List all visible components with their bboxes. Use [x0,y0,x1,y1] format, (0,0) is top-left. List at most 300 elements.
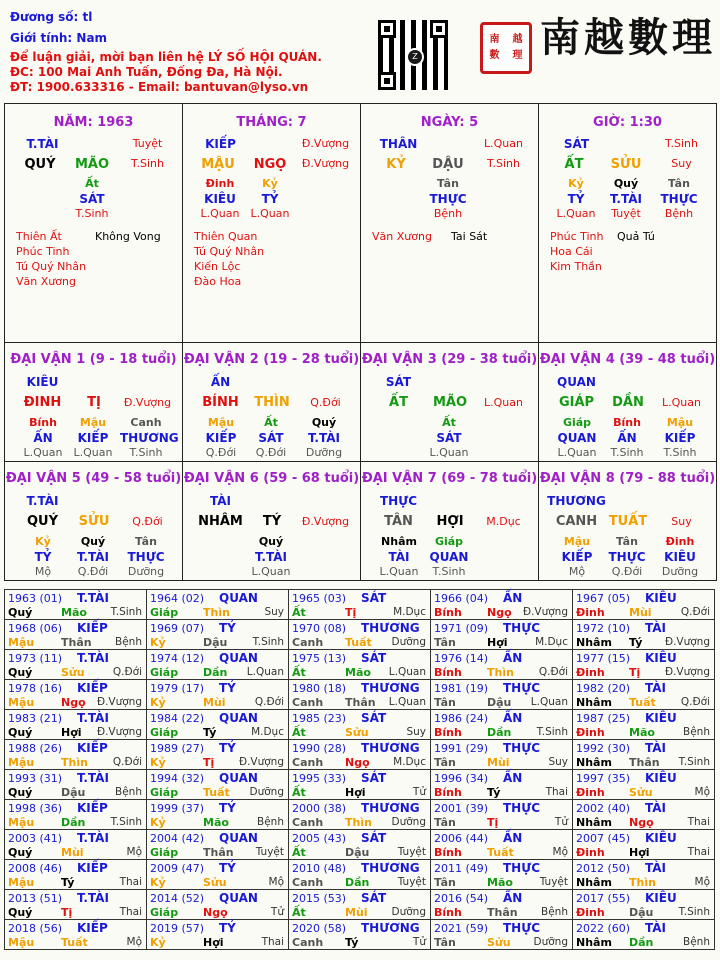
year-cell[interactable] [430,769,573,800]
year-chi: Tị [61,906,73,919]
year-cell[interactable] [4,619,147,650]
hidden-stage: L.Quan [23,446,63,459]
year-can: Mậu [8,816,35,829]
year-cell[interactable] [288,589,431,620]
year-can: Canh [292,816,324,829]
year-god: TÀI [645,921,667,935]
year-cell[interactable] [430,859,573,890]
year-stage: T.Sinh [110,606,142,618]
year-god: KIẾP [77,741,108,755]
year-label: 1983 (21) [8,712,63,725]
dai-van-cell-5[interactable] [4,461,183,581]
year-god: SÁT [361,591,387,605]
pillar-can: QUÝ [24,157,56,172]
dai-van-cell-3[interactable] [360,342,539,462]
dai-van-chi: SỬU [78,514,110,529]
year-god: T.TÀI [77,651,109,665]
year-stage: Tử [554,816,568,828]
pillar-title: THÁNG: 7 [236,115,307,130]
year-can: Ất [292,786,306,799]
hidden-stem: Bính [29,416,57,429]
year-god: KIẾP [77,681,108,695]
year-stage: Tử [412,936,426,948]
year-chi: Ngọ [345,756,370,769]
year-cell[interactable] [430,739,573,770]
dai-van-can: ĐINH [23,395,62,410]
star-left: Tú Quý Nhân [16,260,87,273]
star-left: Văn Xương [16,275,76,288]
year-cell[interactable] [4,799,147,830]
year-cell[interactable] [430,889,573,920]
year-cell[interactable] [146,919,289,950]
star-left: Hoa Cái [550,245,593,258]
year-cell[interactable] [430,649,573,680]
hidden-stem: Kỷ [568,177,584,190]
year-stage: M.Dục [535,636,568,648]
hidden-stem: Nhâm [381,535,417,548]
hidden-stem: Mậu [207,416,235,429]
hidden-stem: Quý [311,416,337,429]
pillar-can: KỶ [386,157,406,172]
year-cell[interactable] [288,619,431,650]
dai-van-can: GIÁP [558,395,595,410]
year-stage: L.Quan [530,696,568,708]
year-cell[interactable] [288,739,431,770]
year-cell[interactable] [430,829,573,860]
qr-code-icon[interactable]: Z [378,20,448,90]
year-stage: Dưỡng [391,636,426,648]
year-cell[interactable] [572,679,715,710]
dai-van-title: ĐẠI VẬN 5 (49 - 58 tuổi) [5,471,182,486]
hidden-stage: T.Sinh [75,207,109,220]
year-label: 1981 (19) [434,682,489,695]
year-can: Giáp [150,606,179,619]
year-stage: Tuyệt [397,876,426,888]
year-stage: Bệnh [115,636,142,648]
year-chi: Dần [629,936,654,949]
phone-email-link[interactable]: ĐT: 1900.633316 - Email: bantuvan@lyso.vn [10,80,309,94]
year-chi: Dậu [61,786,86,799]
year-can: Canh [292,876,324,889]
year-can: Nhâm [576,756,612,769]
dai-van-chi: DẦN [612,395,644,410]
dai-van-title: ĐẠI VẬN 6 (59 - 68 tuổi) [183,471,360,486]
year-chi: Ngọ [629,816,654,829]
year-cell[interactable] [430,919,573,950]
year-cell[interactable] [288,709,431,740]
year-chi: Tuất [203,786,230,799]
year-chi: Hợi [203,936,224,949]
hidden-stem: Mậu [563,535,591,548]
dai-van-god: TÀI [209,494,231,508]
hidden-stage: T.Sinh [129,446,163,459]
pillar-top-stage: Tuyệt [132,137,163,150]
year-chi: Hợi [629,846,650,859]
hidden-god: THỰC [429,192,467,206]
year-god: THƯƠNG [361,741,420,755]
hidden-stage: L.Quan [250,207,290,220]
pillar-chi-stage: T.Sinh [131,157,164,170]
year-stage: Tử [412,786,426,798]
year-can: Bính [434,726,462,739]
year-cell[interactable] [288,829,431,860]
hidden-stage: T.Sinh [610,446,644,459]
year-cell[interactable] [146,589,289,620]
pillar-title: NGÀY: 5 [420,115,479,130]
dai-van-cell-7[interactable] [360,461,539,581]
year-can: Mậu [8,696,35,709]
hidden-stem: Tân [616,535,638,548]
year-label: 1972 (10) [576,622,631,635]
year-label: 1973 (11) [8,652,63,665]
year-god: ẤN [503,651,523,665]
hidden-stage: Tuyệt [611,207,641,220]
year-cell[interactable] [4,679,147,710]
pillar-chi: NGỌ [253,157,287,172]
year-cell[interactable] [4,769,147,800]
year-chi: Dậu [203,636,228,649]
year-god: THỰC [503,921,541,935]
year-chi: Thìn [629,876,656,889]
pillar-top-stage: Đ.Vượng [301,137,350,150]
year-cell[interactable] [146,829,289,860]
year-cell[interactable] [146,619,289,650]
year-label: 2022 (60) [576,922,631,935]
pillar-chi-stage: T.Sinh [487,157,520,170]
brand-logo-text: 南越數理 [540,14,716,61]
year-stage: Mộ [552,846,568,858]
year-chi: Ngọ [61,696,86,709]
dai-van-title: ĐẠI VẬN 4 (39 - 48 tuổi) [539,352,716,367]
star-left: Phúc Tinh [16,245,70,258]
year-cell[interactable] [572,919,715,950]
year-chi: Tuất [487,846,514,859]
year-stage: M.Dục [393,756,426,768]
year-stage: Thai [119,906,142,918]
year-god: KIẾP [77,801,108,815]
star-left: Đào Hoa [194,275,242,288]
year-stage: Tuyệt [539,876,568,888]
hidden-stage: Q.Đới [77,565,109,578]
hidden-stage: Dưỡng [661,565,699,578]
hidden-god: KIẾP [561,550,593,564]
dai-van-stage: Đ.Vượng [301,515,350,528]
year-cell[interactable] [572,889,715,920]
year-stage: Bệnh [257,816,284,828]
year-can: Tân [434,756,456,769]
year-chi: Thân [61,636,92,649]
year-can: Nhâm [576,816,612,829]
year-can: Quý [8,726,33,739]
year-stage: Mộ [694,876,710,888]
dai-van-title: ĐẠI VẬN 8 (79 - 88 tuổi) [539,471,716,486]
dai-van-can: NHÂM [198,514,243,529]
year-chi: Thìn [61,756,88,769]
hidden-stem: Quý [80,535,106,548]
year-chi: Mùi [629,606,652,619]
hidden-stage: Dưỡng [127,565,165,578]
year-cell[interactable] [146,709,289,740]
star-right: Quả Tú [617,230,655,243]
hidden-god: T.TÀI [255,550,287,564]
hidden-stem: Ất [85,177,99,190]
pillar-cell-1 [182,103,361,343]
year-cell[interactable] [430,619,573,650]
year-god: SÁT [361,891,387,905]
pillar-can: MẬU [201,157,235,172]
hidden-stage: T.Sinh [432,565,466,578]
pillar-chi: MÃO [74,157,110,172]
hidden-stem: Giáp [434,535,464,548]
year-cell[interactable] [430,679,573,710]
year-stage: Bệnh [541,906,568,918]
year-cell[interactable] [4,889,147,920]
year-stage: Mộ [268,876,284,888]
pillar-chi-stage: Đ.Vượng [301,157,350,170]
year-chi: Thân [629,756,660,769]
year-cell[interactable] [288,649,431,680]
hidden-god: ẤN [33,431,53,445]
year-label: 2011 (49) [434,862,489,875]
year-god: T.TÀI [77,771,109,785]
year-cell[interactable] [288,859,431,890]
year-cell[interactable] [146,739,289,770]
hidden-stem: Ất [264,416,278,429]
year-can: Quý [8,846,33,859]
year-chi: Dần [345,876,370,889]
year-chi: Sửu [629,786,653,799]
dai-van-cell-4[interactable] [538,342,717,462]
code-label: Đương số: tl [10,10,93,24]
year-god: ẤN [503,711,523,725]
year-can: Đinh [576,726,605,739]
year-cell[interactable] [146,769,289,800]
hidden-stem: Đinh [665,535,695,548]
year-can: Bính [434,906,462,919]
year-label: 2018 (56) [8,922,63,935]
pillar-top-god: SÁT [563,137,590,151]
year-can: Đinh [576,786,605,799]
hidden-stage: L.Quan [379,565,419,578]
year-cell[interactable] [4,649,147,680]
year-stage: Tuyệt [255,846,284,858]
year-cell[interactable] [572,799,715,830]
year-cell[interactable] [4,709,147,740]
year-label: 2010 (48) [292,862,347,875]
year-god: TỶ [219,741,236,755]
year-label: 1967 (05) [576,592,631,605]
year-label: 2017 (55) [576,892,631,905]
year-can: Ất [292,846,306,859]
year-cell[interactable] [288,799,431,830]
year-can: Canh [292,756,324,769]
star-left: Tú Quý Nhân [194,245,265,258]
year-cell[interactable] [430,709,573,740]
year-cell[interactable] [146,889,289,920]
year-cell[interactable] [572,859,715,890]
year-stage: Dưỡng [391,816,426,828]
year-chi: Dần [203,666,228,679]
year-god: SÁT [361,711,387,725]
year-chi: Thân [345,696,376,709]
year-stage: Suy [264,606,284,618]
dai-van-stage: L.Quan [484,396,523,409]
year-stage: Tử [270,906,284,918]
hidden-stem: Đinh [205,177,235,190]
year-cell[interactable] [572,649,715,680]
year-cell[interactable] [146,649,289,680]
hidden-stem: Kỷ [35,535,51,548]
year-god: T.TÀI [77,591,109,605]
year-god: ẤN [503,771,523,785]
dai-van-title: ĐẠI VẬN 3 (29 - 38 tuổi) [361,352,538,367]
hidden-god: KIẾP [205,431,237,445]
year-label: 2006 (44) [434,832,489,845]
year-label: 1987 (25) [576,712,631,725]
year-can: Giáp [150,846,179,859]
hidden-god: SÁT [79,192,105,206]
year-can: Đinh [576,606,605,619]
pillar-cell-2 [360,103,539,343]
contact-text: Để luận giải, mời bạn liên hệ LÝ SỐ HỘI QUÁN. [10,50,322,64]
year-cell[interactable] [4,589,147,620]
year-label: 1963 (01) [8,592,63,605]
year-chi: Thân [487,906,518,919]
star-left: Thiên Quan [194,230,258,243]
dai-van-title: ĐẠI VẬN 7 (69 - 78 tuổi) [361,471,538,486]
year-can: Kỷ [150,696,166,709]
year-can: Đinh [576,666,605,679]
pillar-top-stage: L.Quan [484,137,523,150]
hidden-stage: L.Quan [73,446,113,459]
year-can: Quý [8,666,33,679]
year-stage: T.Sinh [536,726,568,738]
year-cell[interactable] [430,799,573,830]
year-label: 1990 (28) [292,742,347,755]
year-cell[interactable] [430,589,573,620]
year-cell[interactable] [146,799,289,830]
hidden-god: SÁT [436,431,462,445]
year-label: 2005 (43) [292,832,347,845]
hidden-stage: Bệnh [664,207,694,220]
year-stage: T.Sinh [110,816,142,828]
pillar-title: GIỜ: 1:30 [593,115,662,130]
dai-van-cell-8[interactable] [538,461,717,581]
year-chi: Dần [487,726,512,739]
hidden-god: KIÊU [204,192,236,206]
dai-van-cell-1[interactable] [4,342,183,462]
pillar-chi: SỬU [610,157,642,172]
gender-label: Giới tính: Nam [10,31,108,45]
year-cell[interactable] [4,829,147,860]
hidden-stem: Tân [135,535,157,548]
year-stage: Đ.Vượng [664,636,710,648]
year-cell[interactable] [4,919,147,950]
star-left: Kim Thần [550,260,602,273]
hidden-stage: Dưỡng [305,446,343,459]
year-stage: Thai [261,936,284,948]
year-god: THỰC [503,621,541,635]
year-can: Mậu [8,936,35,949]
year-chi: Mùi [61,846,84,859]
year-cell[interactable] [4,739,147,770]
year-god: ẤN [503,891,523,905]
hidden-stage: L.Quan [200,207,240,220]
dai-van-cell-6[interactable] [182,461,361,581]
year-cell[interactable] [572,829,715,860]
year-god: QUAN [219,711,258,725]
year-cell[interactable] [288,769,431,800]
year-can: Nhâm [576,936,612,949]
star-right: Tai Sát [451,230,488,243]
year-cell[interactable] [288,919,431,950]
year-stage: L.Quan [388,666,426,678]
year-chi: Thìn [203,606,230,619]
year-can: Bính [434,606,462,619]
year-god: TỶ [219,921,236,935]
dai-van-god: QUAN [557,375,596,389]
year-god: THƯƠNG [361,621,420,635]
year-can: Đinh [576,906,605,919]
year-cell[interactable] [572,769,715,800]
year-god: TỶ [219,681,236,695]
year-cell[interactable] [4,859,147,890]
dai-van-chi: THÌN [254,395,290,410]
year-label: 1974 (12) [150,652,205,665]
year-god: TÀI [645,861,667,875]
year-cell[interactable] [572,739,715,770]
year-stage: Bệnh [683,726,710,738]
year-cell[interactable] [572,589,715,620]
year-cell[interactable] [288,679,431,710]
dai-van-chi: TUẤT [608,514,648,529]
year-god: T.TÀI [77,711,109,725]
hidden-god: TÀI [388,550,410,564]
hidden-god: THỰC [660,192,698,206]
year-stage: T.Sinh [252,636,284,648]
year-god: ẤN [503,591,523,605]
year-can: Tân [434,636,456,649]
year-can: Nhâm [576,696,612,709]
year-cell[interactable] [288,889,431,920]
year-cell[interactable] [146,859,289,890]
year-god: THƯƠNG [361,861,420,875]
year-god: THỰC [503,861,541,875]
year-label: 1965 (03) [292,592,347,605]
year-chi: Mão [203,816,229,829]
hidden-stage: Q.Đới [611,565,643,578]
year-stage: Mộ [694,786,710,798]
year-can: Canh [292,936,324,949]
dai-van-cell-2[interactable] [182,342,361,462]
year-cell[interactable] [146,679,289,710]
year-cell[interactable] [572,709,715,740]
year-can: Quý [8,786,33,799]
year-chi: Tị [345,606,357,619]
year-stage: Thai [119,876,142,888]
hidden-god: QUAN [429,550,469,564]
year-cell[interactable] [572,619,715,650]
year-stage: L.Quan [246,666,284,678]
dai-van-god: ẤN [210,375,231,389]
star-right: Không Vong [95,230,161,243]
hidden-stage: L.Quan [251,565,291,578]
year-label: 1970 (08) [292,622,347,635]
year-can: Giáp [150,786,179,799]
year-god: TỶ [219,621,236,635]
hidden-god: THỰC [127,550,165,564]
year-god: QUAN [219,651,258,665]
